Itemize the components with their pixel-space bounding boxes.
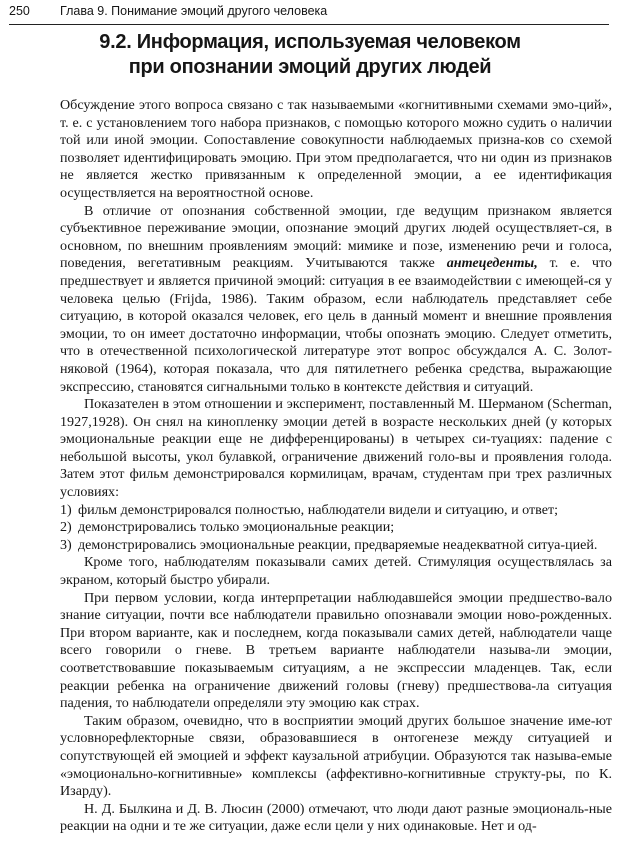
list-item bbox=[60, 502, 612, 520]
paragraph-2-part-2: т. е. что предшествует и является причиной эмоций: ситуация в ее взаимодействии с имеющей-ся у человека целью (Frijda, 1986). Таким образом, если наблюдатель представляет себе ситуацию, в которой оказался человек, его цель в данный момент и внешние проявления эмоции, то он имеет достаточно информации, чтобы опознать эмоцию. Следует отметить, что в отечественной психологической литературе этот вопрос обсуждался А. С. Золот-няковой (1964), которая показала, что для пятилетнего ребенка средства, выражающие экспрессию, становятся сигнальными только в контексте действия и ситуаций. bbox=[60, 255, 612, 395]
list-item bbox=[60, 537, 612, 555]
list-item-text: демонстрировались эмоциональные реакции, предваряемые неадекватной ситуа-цией. bbox=[78, 536, 598, 553]
list-marker: 2) bbox=[60, 519, 72, 536]
conditions-list bbox=[60, 502, 612, 555]
paragraph-4: Кроме того, наблюдателям показывали самих детей. Стимуляция осуществлялась за экраном, который быстро убирали. bbox=[60, 554, 612, 589]
paragraph-7: Н. Д. Былкина и Д. В. Люсин (2000) отмечают, что люди дают разные эмоциональ-ные реакции на одни и те же ситуации, даже если цели у них одинаковые. Нет и од- bbox=[60, 800, 612, 835]
section-heading-line-2: при опознании эмоций других людей bbox=[128, 56, 492, 78]
section-heading-line-1: 9.2. Информация, используемая человеком bbox=[99, 31, 521, 53]
page-number: 250 bbox=[9, 4, 30, 18]
list-marker: 1) bbox=[60, 501, 72, 518]
chapter-running-title: Глава 9. Понимание эмоций другого человека bbox=[60, 4, 328, 18]
paragraph-5: При первом условии, когда интерпретации наблюдавшейся эмоции предшество-вало знание ситуации, почти все наблюдатели правильно опознавали эмоции ново-рожденных. При втором варианте, как и последнем, когда показывали самих детей, наблюдатели чаще всего говорили о гневе. В третьем варианте наблюдатели называ-ли эмоции, соответствовавшие показываемым ситуациям, а не экспрессии младенцев. Так, если реакции ребенка на ограничение движений головы (гневу) предшествова-ла ситуация падения, то наблюдатели определяли эту эмоцию как страх. bbox=[60, 589, 612, 712]
body-text bbox=[60, 97, 612, 836]
term-antecedents: антецеденты, bbox=[446, 255, 538, 272]
paragraph-2 bbox=[60, 203, 612, 397]
list-item bbox=[60, 519, 612, 537]
list-marker: 3) bbox=[60, 536, 72, 553]
section-heading bbox=[0, 30, 620, 80]
running-header bbox=[9, 2, 609, 25]
paragraph-2-part-1: В отличие от опознания собственной эмоции, где ведущим признаком является субъективное переживание эмоции, опознание эмоций других людей осуществляет-ся, в основном, по внешним проявлениям эмоций: мимике и позе, изменению речи и голоса, поведения, вегетативным реакциям. Учитываются также bbox=[60, 202, 612, 272]
list-item-text: демонстрировались только эмоциональные реакции; bbox=[78, 519, 395, 536]
paragraph-3: Показателен в этом отношении и эксперимент, поставленный М. Шерманом (Scherman, 1927,1928). Он снял на кинопленку эмоции детей в возрасте нескольких дней (у которых эмоциональные реакции еще не дифференцированы) в четырех си-туациях: падение с небольшой высоты, укол булавкой, ограничение движений голо-вы и проявления голода. Затем этот фильм демонстрировался кормилицам, врачам, студентам при трех различных условиях: bbox=[60, 396, 612, 501]
paragraph-6: Таким образом, очевидно, что в восприятии эмоций других большое значение име-ют условнорефлекторные связи, образовавшиеся в онтогенезе между ситуацией и сопутствующей ей эмоцией и эффект каузальной атрибуции. Образуются так называ-емые «эмоционально-когнитивные» комплексы (аффективно-когнитивные структу-ры, по К. Изарду). bbox=[60, 712, 612, 800]
list-item-text: фильм демонстрировался полностью, наблюдатели видели и ситуацию, и ответ; bbox=[78, 501, 559, 518]
paragraph-1: Обсуждение этого вопроса связано с так называемыми «когнитивными схемами эмо-ций», т. е. с установлением того набора признаков, с помощью которого можно судить о наличии той или иной эмоции. Сопоставление совокупности наблюдаемых призна-ков со схемой позволяет идентифицировать эмоцию. При этом предполагается, что ни один из признаков не является жестко привязанным к определенной эмоции, а ее идентификация осуществляется на вероятностной основе. bbox=[60, 97, 612, 201]
